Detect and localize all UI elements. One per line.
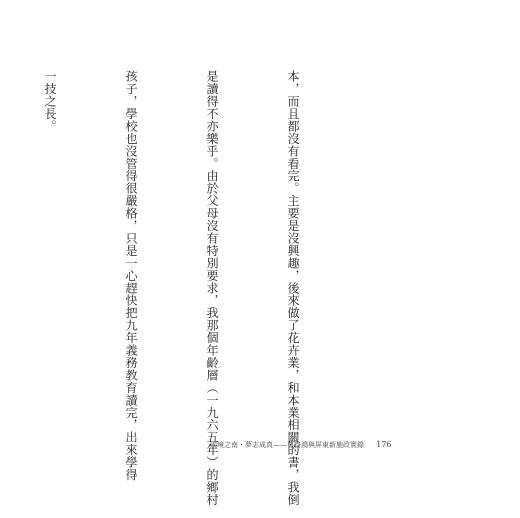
text-column: 是讀得不亦樂乎。由於父母沒有特別要求，我那個年齡層（一九六五年）的鄉村 — [205, 70, 219, 506]
text-column: 本，而且都沒有看完。主要是沒興趣，後來做了花卉業，和本業相關的書，我倒 — [286, 70, 300, 506]
page-footer — [210, 440, 400, 450]
running-footer-title: 國境之南・夢志成真——曹啓鴻與屏東新施政實錄 — [210, 441, 364, 449]
text-column: 孩子，學校也沒管得很嚴格，只是一心趕快把九年義務教育讀完，出來學得 — [124, 70, 138, 481]
page-number: 176 — [376, 440, 392, 449]
text-column: 一技之長。 — [43, 70, 57, 133]
